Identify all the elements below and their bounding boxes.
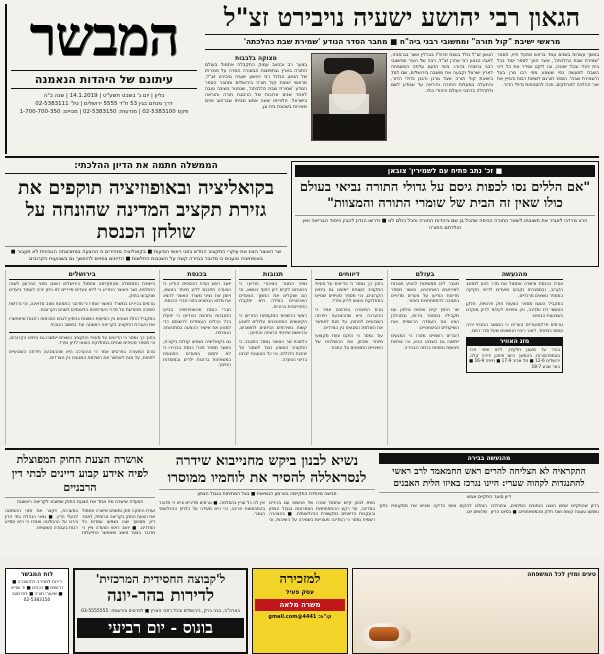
quote-kicker: ■ זכ' נתב פתיח עם לשמירין' צובאן bbox=[295, 165, 595, 177]
column-paragraph: ראשי הרשויות המקומיות התריעו כי הקיצוצים המתוכננים עלולים לפגוע קשות בשירותים הניתנים לתושבים, ובראשם שירותי הרווחה והחינוך. bbox=[239, 313, 307, 337]
column-heading: בכנסת bbox=[163, 270, 231, 280]
job-ad-title: למזכירה bbox=[279, 572, 321, 587]
newspaper-logo: המבשר bbox=[29, 4, 179, 68]
deck-subhead: הוועדה אישרה פה אחד את הצעת החוק שתובא לקריאה ראשונה bbox=[5, 497, 155, 506]
obituary-subhead: מראשי ישיבת "קול תורה" ומחשובי רבני ביה"ח ■ מחבר הסדר הנודע 'שמירת שבת כהלכתה' bbox=[205, 35, 599, 50]
column-heading: תגובות bbox=[239, 270, 307, 280]
news-column bbox=[311, 270, 383, 445]
quote-story bbox=[291, 161, 599, 267]
obituary-headline: הגאון רבי יהושע ישעיה נויבירט זצ"ל bbox=[205, 4, 599, 35]
column-paragraph: בלשכת שר האוצר נמסר בתגובה כי התקציב המוצע נועד לשמור על יציבות כלכלית, וכי כל הטענות ייבחנו בדיוני הוועדה. bbox=[239, 340, 307, 363]
column-paragraph: ועדת הכנסת אישרה אתמול את סדר היום למושב הקרוב, ובמסגרתו נקבעו מועדים לדיוני חקיקה במספר נושאים מרכזיים. bbox=[466, 282, 563, 299]
lead-story bbox=[5, 161, 287, 267]
deck-story-right bbox=[5, 453, 155, 565]
ad-title-1: ל'קבוצה החסידית המרכזית' bbox=[95, 572, 226, 586]
food-ad[interactable] bbox=[352, 568, 599, 654]
obituary-text: בצער רב ובכאב עמוק התקבלה אתמול בעולם התורה בארץ ובתפוצות הבשורה המרה על פטירתו של הגאון הגדול רבי יהושע ישעיה נויבירט זצ"ל, מראשי ישיבת קול תורה בירושלים ומחבר הספר הנודע 'שמירת שבת כהלכתה', שנפטר בשיבה טובה לאחר שנים ארוכות של הרבצת תורה והוראה בישראל. הלווייתו יצאה אמש מביתו שברחוב פנים מאירות בשכונת בית וגן. bbox=[205, 63, 307, 110]
lead-headline: בקואליציה ובאופוזיציה תוקפים את גזירת תקציב המדינה שהונחה על שולחן הכנסת bbox=[18, 177, 274, 243]
lead-subhead: שר האוצר הציג את עיקרי התקציב החדש בפני ראשי הסיעות ■ בקואליציה מזהירים כי ההצעה במתכונתה הנוכחית לא תעבור ■ באופוזיציה טוענים כי מדובר בגזירה קשה על השכבות החלשות ■ הדיונים צפויים להימשך גם בשבועות הקרובים bbox=[5, 246, 287, 263]
obituary-column bbox=[205, 53, 307, 154]
ad-title-2: לדירות בהר-יונה bbox=[106, 586, 215, 606]
column-paragraph: מעבר לים ממשיכות להגיע תגובות לאירועים האחרונים, כאשר מספר מדינות הודיעו על צעדים מדיניים בתגובה להתפתחויות באזור. bbox=[391, 282, 459, 305]
logo-block bbox=[5, 4, 201, 154]
classifieds-heading: לוח המבשר bbox=[20, 571, 54, 578]
deck-text: בדיון שהתקיים אמש הוצגו הנתונים המלאים, ובמהלכו נשמעו טענות קשות מצד חלק מהמשתתפים. ■ בסיום הדיון הוחלט להקים צוות בדיקה שיגיש את מסקנותיו בתוך שלושים יום. bbox=[379, 504, 599, 515]
column-paragraph: במקביל הוגשו מספר הצעות חוק פרטיות, חלקן בנושאי דת ומדינה, והן צפויות לעלות לדיון מוקדם בשבועות הבאים. bbox=[466, 302, 563, 319]
column-paragraph: חברי כנסת מהאופוזיציה הביעו התנגדות נחרצת והודיעו כי יפעלו בכל הכלים העומדים לרשותם כדי למנוע את אישור ההצעה במתכונתה הנוכחית. bbox=[163, 308, 231, 337]
weather-box bbox=[466, 337, 563, 373]
deck-headline: אושרה הצעת החוק המפוצלת לפיה אידע קבוע דיינים לבתי דין הרבניים bbox=[11, 453, 149, 494]
deck-text: ועדת החוקה חוק ומשפט אישרה אתמול את הצעת החוק בקריאה טרומית, לאחר דיון ממושך שבו נשמעו עמדות כל הצדדים. ■ יושב ראש הוועדה ציין כי מדובר בצעד חשוב שיאפשר התייעלות במערכת, ויקצר את זמני ההמתנה לבעלי הדין. ■ נציגי הנהלת בתי הדין בירכו על ההחלטה ואמרו כי היא תסייע רבות בעבודה השוטפת. bbox=[5, 509, 155, 537]
classifieds-ad[interactable] bbox=[5, 568, 69, 654]
column-paragraph: גם בקואליציה נשמעו קולות ביקורת, כאשר מספר חברי כנסת הבהירו כי לא יתמכו בצעדים הפוגעים במשפחות ברוכות ילדים ובמוסדות החינוך. bbox=[163, 340, 231, 369]
obituary-text: הגאון זצ"ל נולד בשנת תרפ"ז בברלין אשר בגרמניה, לאביו הגאון רבי אהרן זצ"ל, רבה של העיר ומחשובי רבני גרמניה בדורו. בימי הזעם עלתה המשפחה לארץ ישראל וקבעה את מושבה בירושלים, שם למד בישיבת קול תורה אצל מרנן ורבנן גדולי הדור, והתעלה במעלות התורה והיראה עד שנודע לשם ולתהילה ברחבי העולם היהודי כולו. bbox=[391, 53, 493, 94]
quote-headline: "אם הללים נסו לכפות גיסם על גדולי התורה נביאי בעולם כולו שאין זה הבית של שומרי התורה והמצוות" bbox=[299, 180, 591, 211]
news-column bbox=[387, 270, 459, 445]
column-paragraph: עוד נמסר כי הוקם צוות מקצועי מיוחד שיבחן את ההשלכות של השינויים המוצעים על המגזר. bbox=[315, 334, 383, 351]
food-ad-title: טעים ומזין לכל המשפחה bbox=[527, 571, 596, 578]
ad-note: בארה"ב, בבני ברק, בירושלים ובכל רחבי הארץ ■ לפרטים והרשמה: 03-5555555 bbox=[80, 609, 241, 614]
column-paragraph: יושב ראש ועדת הכספים הודיע כי הוועדה תתכנס לדיון מיוחד בנושא, ויזמן את נציגי משרד האוצר להציג את מלוא הנתונים בפני חברי הכנסת. bbox=[163, 282, 231, 305]
obituary-column bbox=[391, 53, 493, 154]
column-heading: דיווחים bbox=[315, 270, 383, 280]
obituary-subheading: מצוקה בלבבות bbox=[235, 55, 277, 62]
job-ad-contact: קו"ח: 4441@gmail.com bbox=[268, 614, 332, 620]
column-paragraph: שר החוץ קיים שיחות טלפון עם מקביליו במספר בירות, ובמהלכן הציג את העמדה הרשמית ואת השיקולים הביטחוניים. bbox=[391, 308, 459, 331]
obituary-article bbox=[201, 4, 599, 154]
second-deck bbox=[5, 448, 599, 565]
divider bbox=[9, 332, 155, 333]
deck-headline: התקראיה לא הצליחה להרים ראש החמאמד לרב ראשי להתנגדות לקהוה שערי: היינו נגרכז באיזו הלית האבנים bbox=[392, 467, 586, 489]
news-column bbox=[5, 270, 155, 445]
weather-text: בהיר עד מעונן חלקית, ללא שינוי ניכר בטמפרטורות. בהמשך היום תיתכן ירידה קלה. ירושלים 12-6 ■ תל אביב 17-9 ■ חיפה 16-9 ■ באר שבע 18-7 bbox=[469, 347, 560, 370]
column-paragraph: בתוך כך נמסר כי הדיונים על סעיפי התקציב השונים יימשכו גם בימים הקרובים, וכי מספר סעיפים שנויים במחלוקת הוצאו לדיון נפרד. bbox=[315, 282, 383, 305]
column-paragraph: נציגי המגזר הציבורי הודיעו כי בכוונתם לקיים דיון דחוף בנושא, וכי הם שוקלים את המשך הצעדים הארגוניים במידה ולא יתקבלו התחייבויות ברורות. bbox=[239, 282, 307, 311]
news-column bbox=[159, 270, 231, 445]
main-columns bbox=[5, 270, 599, 445]
column-heading: מהנעשה bbox=[466, 270, 563, 280]
lead-kicker: הממשלה חתמה את הדיון ההלכתי: bbox=[5, 161, 287, 174]
column-paragraph: גורמים פרלמנטריים העריכו כי המושב הנוכחי יהיה עמוס במיוחד, לאור ריבוי הנושאים שעל סדר היום. bbox=[466, 322, 563, 334]
food-shape bbox=[369, 627, 399, 641]
ads-row bbox=[5, 568, 599, 654]
news-column-side bbox=[463, 270, 563, 445]
section-tagbar: מהנעשה בבירה bbox=[379, 453, 599, 464]
portrait-photo bbox=[311, 53, 387, 141]
quote-subhead: הרב מרדכי לאביר את תשובתו לשאר התורה הכיפה שהכל בן שם ביהדות התורה והכל כולם לא ■ ודרשו הנדון להבין היסוד הבריאה ואין הולדתם התורה bbox=[295, 215, 595, 232]
column-paragraph: במקביל החלו מגעים בין הסיעות השונות בניסיון לגבש הסכמות רחבות שיאפשרו את העברת התקציב בקריאה ראשונה עוד במושב הנוכחי. bbox=[9, 316, 155, 328]
deck-headline: נשיא לבנון ביקש מחנייבוא שידרה לנסראללה להסיר את לוחמיו ממוסרו bbox=[167, 453, 367, 486]
job-ad-band: משרה מלאה bbox=[255, 599, 345, 611]
obituary-text: במשך עשרות בשנים עמד בראש מפעל חייו, הספר 'שמירת שבת כהלכתה', אשר הפך לספר יסוד בכל בית יהודי ובכל ישיבה, ובו ליקט וסידר את כל דיני השבת למעשה כפי ששמע מפי רבו מרן בעל ה'שמירת שבת'. הספר תורגם לשפות רבות והפיץ את אור ההלכה למרחקים, וזכה להסכמות גדולי הדור. bbox=[497, 53, 599, 88]
logo-metadata: גליון | יום ג' בשבט תשע"ט | 14.1.2019 | שנה כ"ה דרך מנחם בגין 53 ת"ד 5555 ירושלים | טל' 02-5383111 פקס 02-5383100 | מודעות: 02-5383150 | מנויים: 1-700-700-350 bbox=[19, 93, 189, 115]
column-paragraph: גורמים בכירים במשרד האוצר אמרו כי מדובר בתמונת מצב מדאיגה, וכי נדרשת חשיבה מחודשת על סדרי העדיפויות הלאומיים לשנים הקרובות. bbox=[9, 302, 155, 314]
deck-story-left bbox=[379, 453, 599, 565]
coat-shape bbox=[313, 114, 385, 140]
job-ad-sub: עסק פעיל bbox=[286, 589, 314, 596]
column-paragraph: דוברים רשמיים מסרו כי המגעים יימשכו גם בשבוע הבא, וכי צפויות פגישות נוספות ברמה הבכירה. bbox=[391, 334, 459, 351]
news-column bbox=[235, 270, 307, 445]
deck-subhead: דיון סוער התקיים אמש bbox=[379, 492, 599, 501]
obituary-column bbox=[497, 53, 599, 154]
column-paragraph: בתוך כך נמסר כי הדיונים על סעיפי התקציב השונים יימשכו גם בימים הקרובים, וכי מספר סעיפים שנויים במחלוקת הוצאו לדיון נפרד. bbox=[9, 335, 155, 347]
column-paragraph: גורם המעורה בפרטים אמר כי ההערכה היא שההצבעה תידחה בשבועיים לפחות, על מנת לאפשר את השלמת המגעים בין הצדדים. bbox=[9, 350, 155, 361]
banner-row bbox=[5, 161, 599, 267]
deck-subhead: פגישה מיוחדת התקיימה בארמון הנשיאות ■ בצל המתיחות בגבול הצפון bbox=[159, 489, 375, 498]
real-estate-ad[interactable] bbox=[73, 568, 248, 654]
column-heading: בירושלים bbox=[9, 270, 155, 280]
deck-story-center bbox=[159, 453, 375, 565]
deck-text: נשיא לבנון קיים אתמול שורה של פגישות עם בכירים במדינה, על רקע ההתפתחויות האחרונות בגבול הצפון ובעקבות הדיווחים בתקשורת הבינלאומית. ■ בהצהרה רשמית נמסר כי המדינה מעוניינת בשמירה על היציבות, וכי אין לה כל עניין בהסלמה. ■ גורמים מדיניים ציינו כי מדובר בהתבטאות חריגה, וכי היא מעידה על הלחץ הבינלאומי הגובר. bbox=[159, 501, 375, 523]
weather-heading: מזג האוויר bbox=[467, 338, 562, 346]
column-heading: בעולם bbox=[391, 270, 459, 280]
classifieds-text: דירות למכירה ולהשכרה ■ דרושים ■ רכבים ■ יד שנייה ■ שיעורי תורה ■ לפרסום: 02-5383150 bbox=[10, 580, 64, 603]
logo-subtitle: עיתונם של היהדות הנאמנה bbox=[11, 70, 197, 89]
column-paragraph: בישיבת הממשלה שהתקיימה אתמול בירושלים הוצגו נתוני הגירעון לשנה החולפת, ושר האוצר התריע כי ללא צעדים מיידיים לא ניתן יהיה לעמוד ביעדים שנקבעו בחוק. bbox=[9, 282, 155, 299]
job-ad[interactable] bbox=[252, 568, 348, 654]
column-paragraph: גורם המעורה בפרטים אמר כי ההערכה היא שההצבעה תידחה בשבועיים לפחות, על מנת לאפשר את השלמת המגעים בין הצדדים. bbox=[315, 308, 383, 331]
ad-strip: בונוס - יום רביעי bbox=[77, 618, 244, 638]
obituary-body bbox=[205, 53, 599, 154]
masthead bbox=[5, 4, 599, 158]
